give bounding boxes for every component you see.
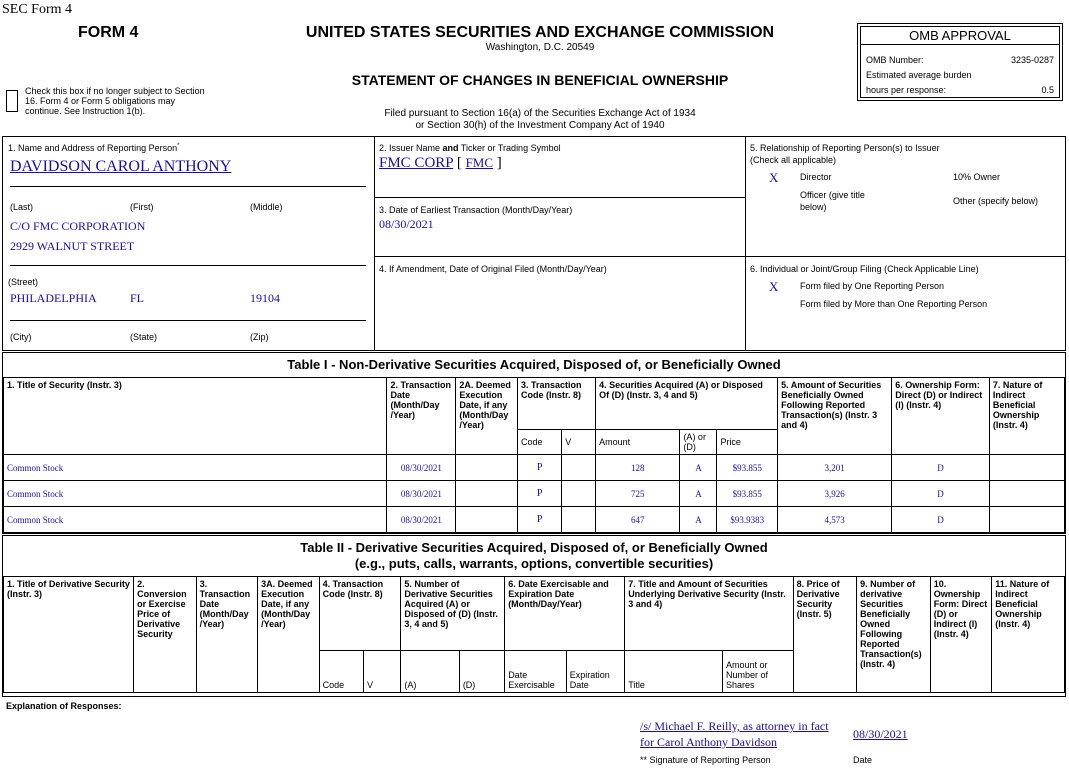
t2-sub-d: (D): [459, 651, 504, 693]
t1-sub-code: Code: [518, 430, 562, 455]
t2-header-number: 5. Number of Derivative Securities Acquired (A) or Disposed of (D) (Instr. 3, 4 and 5): [401, 577, 505, 651]
signature-label: ** Signature of Reporting Person: [640, 755, 771, 765]
ticker-link[interactable]: FMC: [465, 155, 494, 170]
more-person-label: Form filed by More than One Reporting Person: [800, 299, 988, 309]
table2-subtitle: (e.g., puts, calls, warrants, options, convertible securities): [354, 556, 714, 571]
issuer-name-link[interactable]: FMC CORP: [379, 155, 454, 171]
omb-hours-value: 0.5: [1041, 85, 1054, 95]
box1-label: 1. Name and Address of Reporting Person*: [8, 143, 180, 153]
t1-header-date: 2. Transaction Date (Month/Day /Year): [387, 378, 456, 455]
t1-sub-amount: Amount: [596, 430, 680, 455]
signature-date[interactable]: 08/30/2021: [853, 727, 908, 741]
t2-header-conversion: 2. Conversion or Exercise Price of Derivative Security: [134, 577, 197, 693]
t2-sub-exercisable: Date Exercisable: [505, 651, 567, 693]
t1-header-title: 1. Title of Security (Instr. 3): [4, 378, 387, 455]
t2-sub-title: Title: [625, 651, 723, 693]
t2-header-date: 3. Transaction Date (Month/Day /Year): [196, 577, 258, 693]
one-person-mark[interactable]: X: [769, 279, 779, 294]
t1-sub-v: V: [562, 430, 596, 455]
table-row: Common Stock 08/30/2021 P 647 A $93.9383 4,573 D: [4, 507, 1065, 533]
table2-title: Table II - Derivative Securities Acquired, Disposed of, or Beneficially Owned: [300, 540, 768, 555]
box4-label: 4. If Amendment, Date of Original Filed (Month/Day/Year): [379, 264, 607, 274]
city-value: PHILADELPHIA: [10, 291, 97, 305]
omb-number-label: OMB Number:: [866, 55, 924, 65]
last-label: (Last): [10, 202, 34, 212]
box6-label: 6. Individual or Joint/Group Filing (Check Applicable Line): [750, 264, 979, 274]
signature-line-1[interactable]: /s/ Michael F. Reilly, as attorney in fact: [640, 719, 829, 733]
checkbox-instructions: Check this box if no longer subject to Section 16. Form 4 or Form 5 obligations may continue. See Instruction 1(b).: [25, 86, 205, 116]
director-mark[interactable]: X: [769, 170, 779, 185]
t1-header-ownership: 6. Ownership Form: Direct (D) or Indirect (I) (Instr. 4): [892, 378, 990, 455]
one-person-label: Form filed by One Reporting Person: [800, 281, 945, 291]
box5-label: 5. Relationship of Reporting Person(s) to Issuer: [750, 143, 940, 153]
officer-label: Officer (give title: [800, 190, 865, 200]
t2-sub-expiration: Expiration Date: [566, 651, 624, 693]
filed-line-1: Filed pursuant to Section 16(a) of the Securities Exchange Act of 1934: [384, 108, 696, 119]
table-row: Common Stock 08/30/2021 P 128 A $93.855 3,201 D: [4, 455, 1065, 481]
omb-number-value: 3235-0287: [1010, 55, 1054, 65]
table1: [3, 377, 1065, 533]
explanation-label: Explanation of Responses:: [6, 701, 122, 711]
omb-burden-label: Estimated average burden: [866, 70, 972, 80]
t2-sub-v: V: [364, 651, 401, 693]
state-value: FL: [130, 291, 145, 305]
omb-approval-box: [857, 23, 1063, 101]
t2-header-price: 8. Price of Derivative Security (Instr. 5): [793, 577, 857, 693]
street-label: (Street): [8, 277, 39, 287]
state-label: (State): [130, 332, 158, 342]
signature-line-2[interactable]: for Carol Anthony Davidson: [640, 735, 777, 749]
t1-header-nature: 7. Nature of Indirect Beneficial Ownership (Instr. 4): [989, 378, 1064, 455]
address-line-1: C/O FMC CORPORATION: [10, 219, 146, 233]
director-label: Director: [800, 172, 832, 182]
t2-sub-a: (A): [401, 651, 459, 693]
zip-value: 19104: [250, 291, 280, 305]
t1-sub-price: Price: [717, 430, 778, 455]
issuer-line: FMC CORP [ FMC ]: [379, 155, 502, 171]
t1-header-amount-owned: 5. Amount of Securities Beneficially Owned Following Reported Transaction(s) (Instr. 3 and 4): [778, 378, 892, 455]
statement-title: STATEMENT OF CHANGES IN BENEFICIAL OWNERSHIP: [351, 72, 729, 88]
sec-form-label: SEC Form 4: [2, 2, 73, 17]
t2-header-title: 1. Title of Derivative Security (Instr. 3): [4, 577, 134, 693]
t2-header-nature: 11. Nature of Indirect Beneficial Ownership (Instr. 4): [992, 577, 1065, 693]
box2-label: 2. Issuer Name and Ticker or Trading Symbol: [379, 143, 561, 153]
table-row: Common Stock 08/30/2021 P 725 A $93.855 3,926 D: [4, 481, 1065, 507]
obligation-checkbox[interactable]: [6, 90, 18, 112]
agency-title: UNITED STATES SECURITIES AND EXCHANGE COMMISSION: [305, 24, 775, 41]
t2-header-ownership: 10. Ownership Form: Direct (D) or Indirect (I) (Instr. 4): [930, 577, 992, 693]
t2-header-deemed: 3A. Deemed Execution Date, if any (Month/Day /Year): [258, 577, 320, 693]
t2-sub-code: Code: [319, 651, 363, 693]
t2-sub-amount: Amount or Number of Shares: [723, 651, 794, 693]
form-title: FORM 4: [78, 24, 139, 41]
t1-header-code: 3. Transaction Code (Instr. 8): [518, 378, 596, 430]
reporting-person-name[interactable]: DAVIDSON CAROL ANTHONY: [10, 158, 232, 175]
t1-header-deemed: 2A. Deemed Execution Date, if any (Month/Day /Year): [456, 378, 518, 455]
omb-title: OMB APPROVAL: [861, 28, 1059, 45]
signature-block[interactable]: [640, 718, 829, 750]
owner10-label: 10% Owner: [953, 172, 1001, 182]
city-label: (City): [10, 332, 32, 342]
other-label: Other (specify below): [953, 196, 1039, 206]
first-label: (First): [130, 202, 154, 212]
t1-header-acquired: 4. Securities Acquired (A) or Disposed Of (D) (Instr. 3, 4 and 5): [596, 378, 778, 430]
date-label: Date: [853, 755, 873, 765]
table2: [3, 576, 1065, 693]
table1-title: Table I - Non-Derivative Securities Acquired, Disposed of, or Beneficially Owned: [287, 357, 781, 372]
address-line-2: 2929 WALNUT STREET: [10, 239, 135, 253]
zip-label: (Zip): [250, 332, 269, 342]
earliest-transaction-date: 08/30/2021: [379, 217, 434, 231]
officer-label-2: below): [800, 202, 827, 212]
t2-header-exercisable: 6. Date Exercisable and Expiration Date (Month/Day/Year): [505, 577, 625, 651]
t2-header-underlying: 7. Title and Amount of Securities Underlying Derivative Security (Instr. 3 and 4): [625, 577, 793, 651]
box5-sublabel: (Check all applicable): [750, 155, 837, 165]
filed-line-2: or Section 30(h) of the Investment Company Act of 1940: [415, 120, 665, 131]
omb-hours-label: hours per response:: [866, 85, 947, 95]
t2-header-owned: 9. Number of derivative Securities Beneficially Owned Following Reported Transaction(s) (Instr. 4): [857, 577, 931, 693]
middle-label: (Middle): [250, 202, 283, 212]
t1-sub-ad: (A) or (D): [680, 430, 717, 455]
box3-label: 3. Date of Earliest Transaction (Month/Day/Year): [379, 205, 573, 215]
t2-header-code: 4. Transaction Code (Instr. 8): [319, 577, 401, 651]
agency-location: Washington, D.C. 20549: [485, 42, 595, 53]
